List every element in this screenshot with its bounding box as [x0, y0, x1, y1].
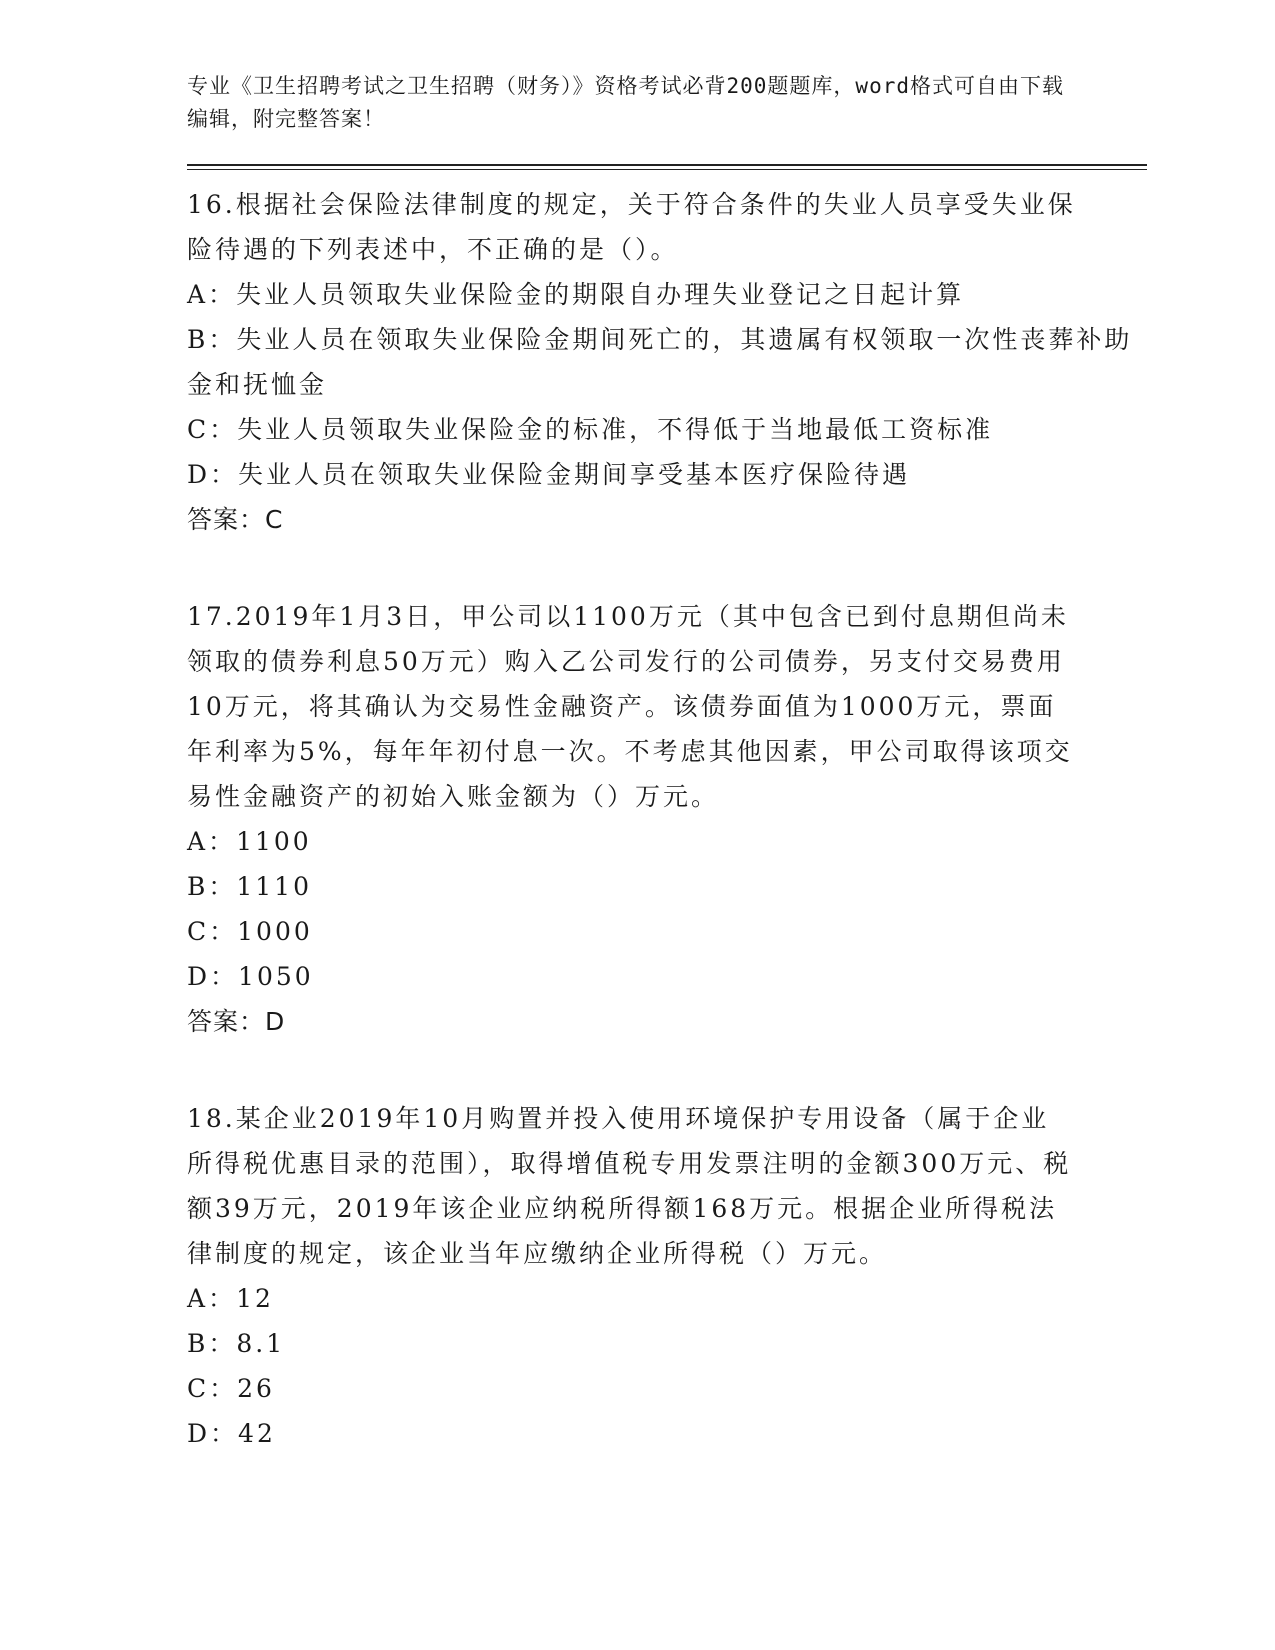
option-a [187, 272, 1147, 317]
option-text: 12 [236, 1284, 274, 1313]
option-a [187, 819, 1147, 864]
answer-line: 答案：D [187, 1007, 286, 1036]
option-c [187, 909, 1147, 954]
option-label: A： [187, 280, 237, 309]
option-a [187, 1276, 1147, 1321]
option-text: 失业人员领取失业保险金的期限自办理失业登记之日起计算 [236, 280, 965, 309]
option-label: B： [187, 325, 237, 354]
option-label: B： [187, 872, 237, 901]
option-text: 42 [238, 1419, 276, 1448]
option-label: A： [187, 1284, 237, 1313]
option-text: 8.1 [236, 1329, 286, 1358]
question-stem: 18.某企业2019年10月购置并投入使用环境保护专用设备（属于企业所得税优惠目录的范围），取得增值税专用发票注明的金额300万元、税额39万元，2019年该企业应纳税所得额168万元。根据企业所得税法律制度的规定，该企业当年应缴纳企业所得税（）万元。 [187, 1104, 1072, 1268]
option-d [187, 1411, 1147, 1456]
option-text: 失业人员在领取失业保险金期间死亡的，其遗属有权领取一次性丧葬补助金和抚恤金 [187, 325, 1133, 399]
option-label: C： [187, 415, 238, 444]
option-label: D： [187, 460, 239, 489]
option-d [187, 452, 1147, 497]
option-b [187, 864, 1147, 909]
option-b [187, 1321, 1147, 1366]
document-header: 专业《卫生招聘考试之卫生招聘（财务）》资格考试必背200题题库，word格式可自由下载编辑，附完整答案！ [187, 74, 1064, 131]
option-label: C： [187, 1374, 238, 1403]
option-b [187, 317, 1147, 407]
option-d [187, 954, 1147, 999]
option-label: B： [187, 1329, 237, 1358]
option-text: 失业人员在领取失业保险金期间享受基本医疗保险待遇 [238, 460, 911, 489]
option-label: D： [187, 1419, 239, 1448]
option-text: 1110 [236, 872, 312, 901]
option-c [187, 407, 1147, 452]
option-text: 26 [237, 1374, 275, 1403]
question-17 [187, 594, 1147, 1044]
question-stem: 16.根据社会保险法律制度的规定，关于符合条件的失业人员享受失业保险待遇的下列表述中，不正确的是（）。 [187, 190, 1076, 264]
answer-line: 答案：C [187, 505, 284, 534]
option-label: A： [187, 827, 237, 856]
question-16 [187, 182, 1147, 542]
option-text: 失业人员领取失业保险金的标准，不得低于当地最低工资标准 [237, 415, 994, 444]
option-label: D： [187, 962, 239, 991]
option-label: C： [187, 917, 238, 946]
question-18 [187, 1096, 1147, 1456]
option-c [187, 1366, 1147, 1411]
option-text: 1000 [237, 917, 313, 946]
option-text: 1050 [238, 962, 314, 991]
document-page [187, 70, 1147, 1456]
header-divider [187, 164, 1147, 170]
question-stem: 17.2019年1月3日，甲公司以1100万元（其中包含已到付息期但尚未领取的债券利息50万元）购入乙公司发行的公司债券，另支付交易费用10万元，将其确认为交易性金融资产。该债券面值为1000万元，票面年利率为5%，每年年初付息一次。不考虑其他因素，甲公司取得该项交易性金融资产的初始入账金额为（）万元。 [187, 602, 1073, 811]
option-text: 1100 [236, 827, 312, 856]
